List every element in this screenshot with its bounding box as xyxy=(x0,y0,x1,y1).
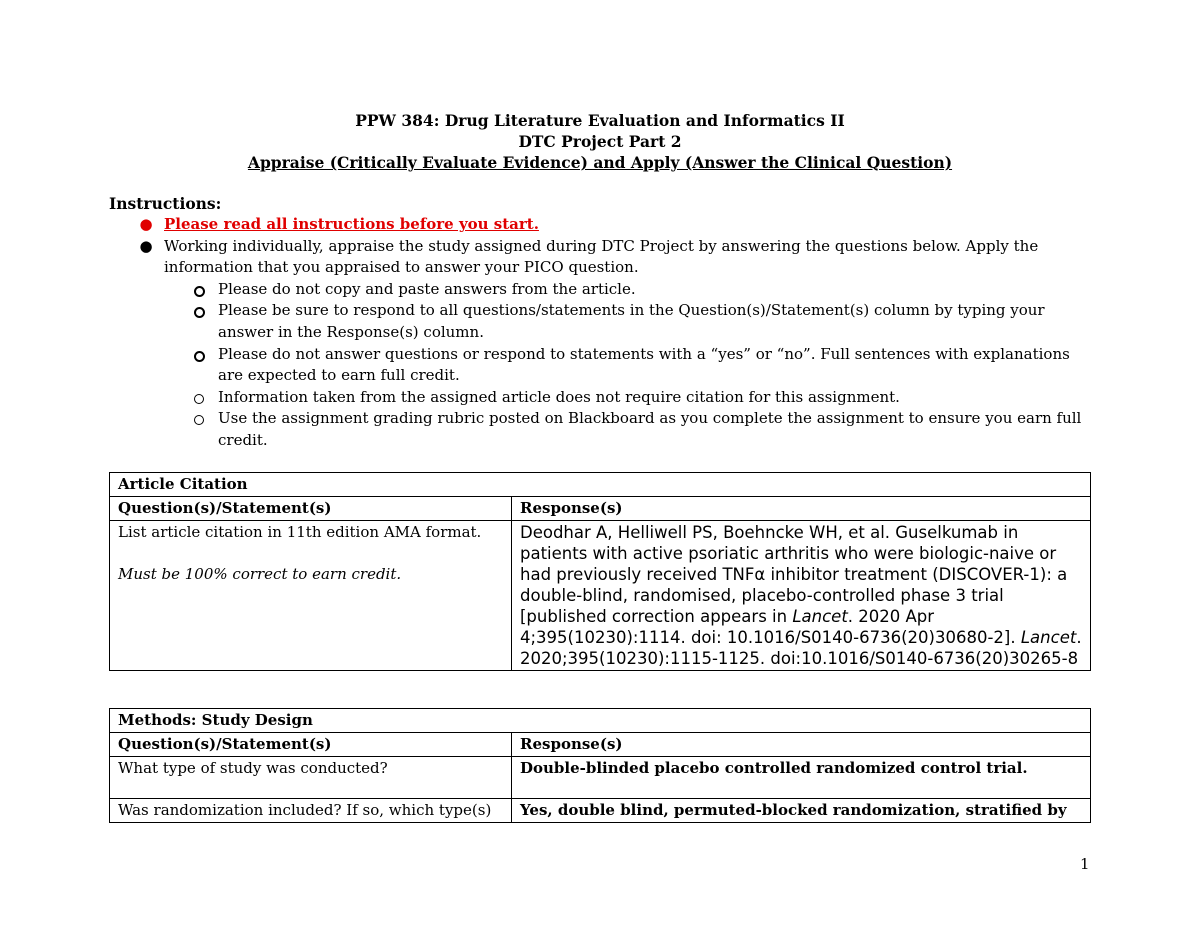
instruction-sub-bullet xyxy=(109,387,1099,409)
bullet-icon: ● xyxy=(139,215,153,233)
ring-bullet-icon xyxy=(193,408,205,432)
instruction-text: Working individually, appraise the study assigned during DTC Project by answering the questions below. Apply the information that you appraised to answer your PICO question. xyxy=(164,236,1039,277)
citation-text: . 2020;395(10230):1115-1125. doi:10.1016/S0140-6736(20)30265-8 xyxy=(520,628,1082,668)
ring-bullet-icon xyxy=(193,300,205,325)
table-title: Methods: Study Design xyxy=(110,709,1091,733)
instruction-sub-text: Please do not answer questions or respond to statements with a “yes” or “no”. Full sentences with explanations are expected to earn full credit. xyxy=(218,344,1070,385)
instruction-sub-bullet xyxy=(109,300,1099,343)
ring-bullet-icon xyxy=(193,387,205,411)
instruction-sub-text: Please do not copy and paste answers from the article. xyxy=(218,279,636,298)
table-row xyxy=(110,521,1091,671)
response-cell[interactable]: Yes, double blind, permuted-blocked randomization, stratified by xyxy=(512,799,1091,823)
table-row xyxy=(110,799,1091,823)
instruction-sub-bullet xyxy=(109,344,1099,387)
instruction-bullet xyxy=(109,214,1099,236)
bullet-icon: ● xyxy=(139,236,153,255)
column-header-question: Question(s)/Statement(s) xyxy=(110,733,512,757)
instruction-sub-text: Please be sure to respond to all questions/statements in the Question(s)/Statement(s) column by typing your answer in the Response(s) column. xyxy=(218,301,1045,341)
question-cell: What type of study was conducted? xyxy=(110,757,512,799)
question-text: List article citation in 11th edition AMA format. xyxy=(118,523,482,541)
question-cell xyxy=(110,521,512,671)
instruction-bullet xyxy=(109,236,1099,279)
journal-name: Lancet xyxy=(792,607,848,626)
response-cell[interactable]: Double-blinded placebo controlled randomized control trial. xyxy=(512,757,1091,799)
table-row xyxy=(110,757,1091,799)
column-header-response: Response(s) xyxy=(512,497,1091,521)
table-title: Article Citation xyxy=(110,473,1091,497)
question-cell: Was randomization included? If so, which type(s) xyxy=(110,799,512,823)
instructions-list xyxy=(109,214,1099,452)
document-subtitle: Appraise (Critically Evaluate Evidence) and Apply (Answer the Clinical Question) xyxy=(247,153,953,172)
column-header-response: Response(s) xyxy=(512,733,1091,757)
instructions-heading: Instructions: xyxy=(109,194,222,213)
instruction-sub-bullet xyxy=(109,408,1099,451)
column-header-question: Question(s)/Statement(s) xyxy=(110,497,512,521)
response-cell[interactable] xyxy=(512,521,1091,671)
page-number: 1 xyxy=(1080,855,1090,873)
course-title: PPW 384: Drug Literature Evaluation and Informatics II xyxy=(355,111,845,130)
methods-study-design-table xyxy=(109,708,1091,823)
instruction-text: Please read all instructions before you start. xyxy=(164,215,539,233)
instruction-sub-text: Information taken from the assigned article does not require citation for this assignment. xyxy=(218,387,900,406)
journal-name: Lancet xyxy=(1020,628,1077,647)
project-title: DTC Project Part 2 xyxy=(518,132,682,151)
article-citation-table xyxy=(109,472,1091,671)
instruction-sub-text: Use the assignment grading rubric posted on Blackboard as you complete the assignment to ensure you earn full credit. xyxy=(218,409,1082,449)
ring-bullet-icon xyxy=(193,344,205,369)
instruction-sub-bullet xyxy=(109,279,1099,301)
citation-text: Deodhar A, Helliwell PS, Boehncke WH, et al. Guselkumab in patients with active psoriatic arthritis who were biologic-naive or had previously received TNFα inhibitor treatment (DISCOVER-1): a double-blind, randomised, placebo-controlled phase 3 trial [published correction appears in xyxy=(520,523,1068,626)
question-note: Must be 100% correct to earn credit. xyxy=(118,565,402,583)
citation-text: . 2020 Apr 4;395(10230):1114. doi: 10.1016/S0140-6736(20)30680-2]. xyxy=(520,607,1021,647)
document-header xyxy=(0,110,1200,173)
